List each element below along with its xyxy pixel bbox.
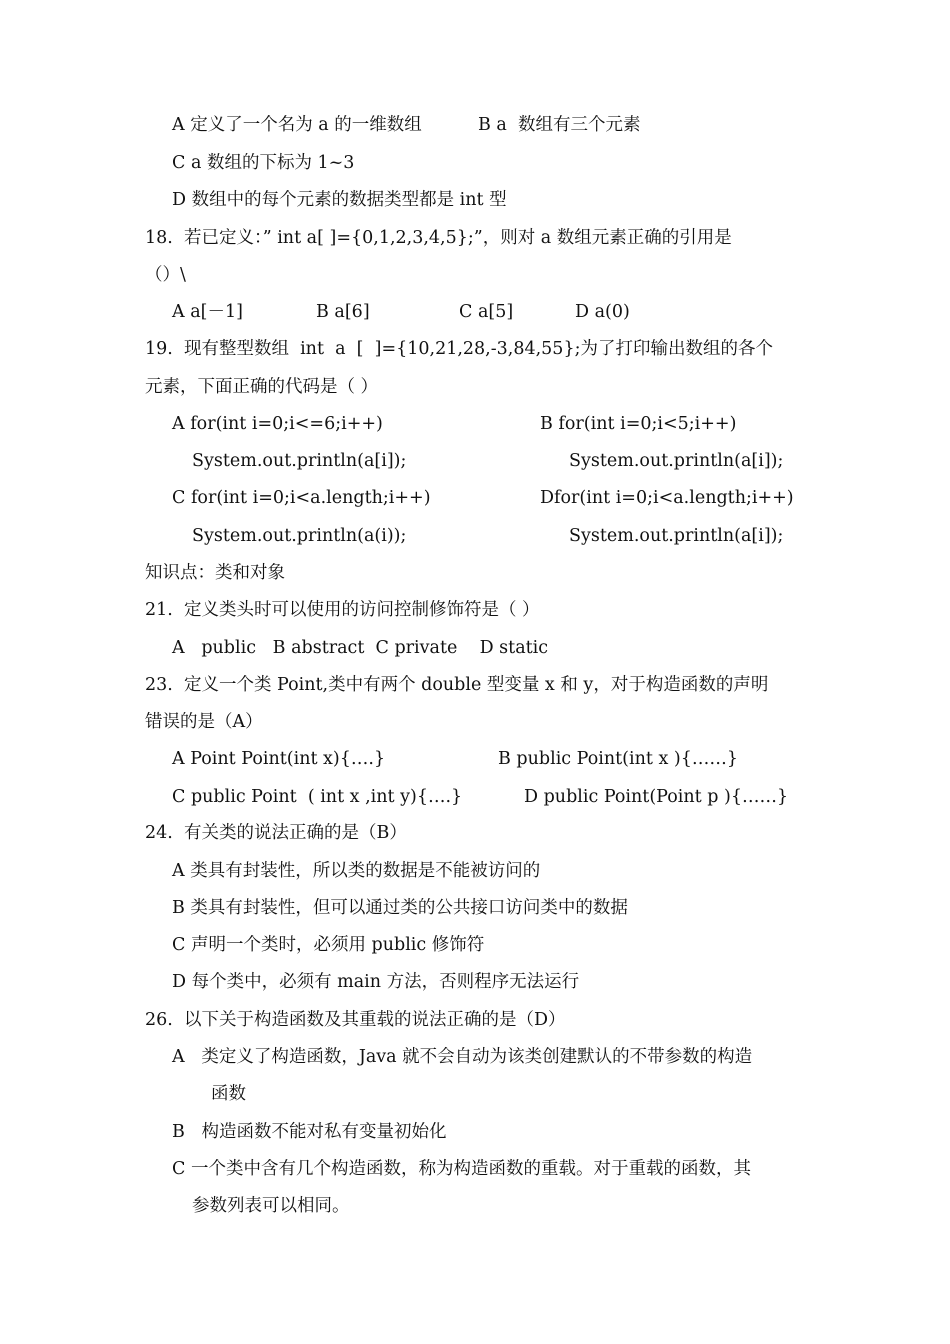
q19-option-b-line2: System.out.println(a[i]); (569, 451, 784, 471)
q17-option-c: C a 数组的下标为 1~3 (172, 153, 355, 173)
q23-stem-line1: 23. 定义一个类 Point,类中有两个 double 型变量 x 和 y，对于构造函数的声明 (145, 675, 769, 695)
q18-option-c: C a[5] (459, 302, 514, 322)
q21-stem: 21. 定义类头时可以使用的访问控制修饰符是（ ） (145, 600, 540, 620)
q26-option-a-line2: 函数 (211, 1084, 246, 1104)
q19-option-b-line1: B for(int i=0;i<5;i++) (540, 414, 737, 434)
q23-option-b: B public Point(int x ){……} (498, 749, 738, 769)
q26-option-c-line2: 参数列表可以相同。 (192, 1196, 350, 1216)
q21-options: A public B abstract C private D static (172, 638, 549, 658)
q23-option-a: A Point Point(int x){….} (172, 749, 386, 769)
q17-option-d: D 数组中的每个元素的数据类型都是 int 型 (172, 190, 507, 210)
q19-stem-line1: 19. 现有整型数组 int a [ ]={10,21,28,-3,84,55};为了打印输出数组的各个 (145, 339, 773, 359)
section-heading: 知识点：类和对象 (145, 563, 285, 583)
q18-option-b: B a[6] (316, 302, 370, 322)
q19-option-c-line2: System.out.println(a(i)); (192, 526, 407, 546)
q19-option-c-line1: C for(int i=0;i<a.length;i++) (172, 488, 431, 508)
q26-option-b: B 构造函数不能对私有变量初始化 (172, 1122, 447, 1142)
q24-option-b: B 类具有封装性，但可以通过类的公共接口访问类中的数据 (172, 898, 628, 918)
q24-option-c: C 声明一个类时，必须用 public 修饰符 (172, 935, 485, 955)
q19-option-a-line2: System.out.println(a[i]); (192, 451, 407, 471)
q23-stem-line2: 错误的是（A） (145, 712, 263, 732)
q18-stem-line2: （）\ (145, 265, 186, 285)
q23-option-c: C public Point ( int x ,int y){….} (172, 787, 463, 807)
q26-stem: 26. 以下关于构造函数及其重载的说法正确的是（D） (145, 1010, 566, 1030)
q18-option-d: D a(0) (575, 302, 630, 322)
q19-option-d-line2: System.out.println(a[i]); (569, 526, 784, 546)
q24-option-d: D 每个类中，必须有 main 方法，否则程序无法运行 (172, 972, 580, 992)
q18-stem-line1: 18. 若已定义：” int a[ ]={0,1,2,3,4,5};”，则对 a 数组元素正确的引用是 (145, 228, 732, 248)
q23-option-d: D public Point(Point p ){……} (524, 787, 789, 807)
q17-option-b: B a 数组有三个元素 (478, 115, 641, 135)
q24-option-a: A 类具有封装性，所以类的数据是不能被访问的 (172, 861, 541, 881)
q19-option-d-line1: Dfor(int i=0;i<a.length;i++) (540, 488, 794, 508)
q24-stem: 24. 有关类的说法正确的是（B） (145, 823, 407, 843)
q19-stem-line2: 元素，下面正确的代码是（ ） (145, 377, 379, 397)
q26-option-a-line1: A 类定义了构造函数，Java 就不会自动为该类创建默认的不带参数的构造 (172, 1047, 753, 1067)
q17-option-a: A 定义了一个名为 a 的一维数组 (172, 115, 422, 135)
q19-option-a-line1: A for(int i=0;i<=6;i++) (172, 414, 383, 434)
q18-option-a: A a[－1] (172, 302, 243, 322)
q26-option-c-line1: C 一个类中含有几个构造函数，称为构造函数的重载。对于重载的函数，其 (172, 1159, 751, 1179)
